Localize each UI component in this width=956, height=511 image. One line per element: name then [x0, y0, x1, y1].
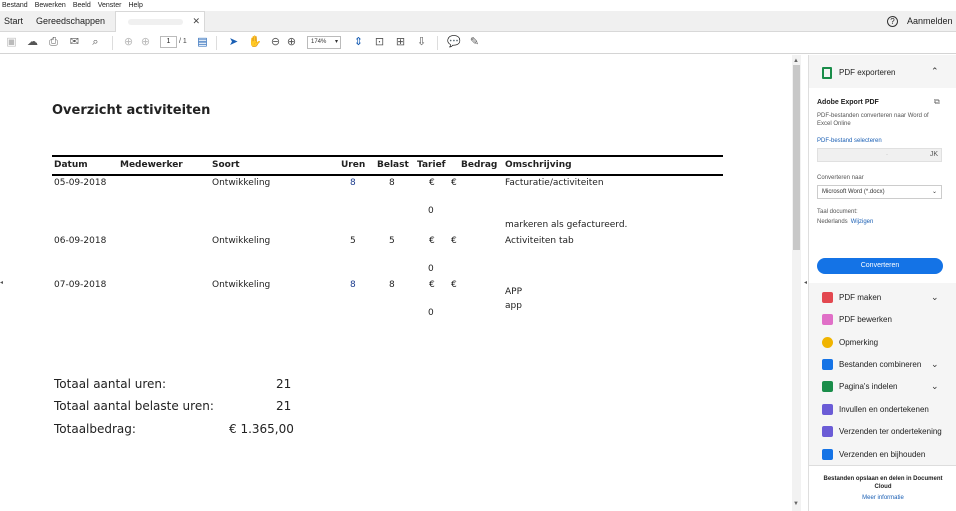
- full-screen-icon[interactable]: ⊞: [395, 36, 406, 48]
- fill-sign-icon: [822, 404, 833, 415]
- create-pdf-icon: [822, 292, 833, 303]
- edit-pdf-icon: [822, 314, 833, 325]
- table-row-description: Activiteiten tab: [505, 236, 574, 246]
- tool-edit-pdf[interactable]: [809, 309, 956, 331]
- page-count: / 1: [179, 38, 187, 45]
- table-row-hours: 5: [350, 236, 356, 246]
- table-header-rule: [52, 174, 723, 176]
- table-top-rule: [52, 155, 723, 157]
- fit-page-icon[interactable]: ⊡: [374, 36, 385, 48]
- select-pdf-file-link[interactable]: PDF-bestand selecteren: [817, 138, 882, 144]
- table-row-rate-value: 0: [428, 308, 434, 318]
- tool-comment[interactable]: [809, 332, 956, 354]
- send-and-track-icon: [822, 449, 833, 460]
- total-billed-hours-value: 21: [276, 399, 292, 413]
- page-title: Overzicht activiteiten: [52, 103, 211, 118]
- table-row-hours: 8: [350, 280, 356, 290]
- menu-beeld[interactable]: Beeld: [72, 2, 91, 9]
- scroll-down-icon[interactable]: ▼: [793, 501, 799, 507]
- tab-start[interactable]: Start: [4, 16, 24, 26]
- chevron-up-icon[interactable]: ⌃: [931, 66, 939, 76]
- scrollbar-thumb[interactable]: [793, 65, 800, 250]
- table-row-rate-value: 0: [428, 264, 434, 274]
- menu-bar: [0, 0, 956, 11]
- table-row-description: Facturatie/activiteiten: [505, 178, 604, 188]
- export-pdf-icon: [822, 67, 832, 79]
- select-cursor-icon[interactable]: ➤: [228, 36, 239, 48]
- print-icon[interactable]: ⎙: [49, 36, 58, 48]
- tab-document[interactable]: [115, 11, 205, 32]
- table-row-rate: €: [429, 178, 435, 188]
- comment-icon[interactable]: 💬: [447, 36, 461, 48]
- document-viewport[interactable]: [0, 55, 790, 511]
- col-header-belast: Belast: [377, 160, 409, 170]
- more-info-link[interactable]: Meer informatie: [862, 495, 904, 501]
- tool-label: Opmerking: [839, 338, 879, 347]
- document-tab-name-redacted: [128, 19, 183, 25]
- table-row-type: Ontwikkeling: [212, 178, 271, 188]
- zoom-level-select[interactable]: [307, 36, 341, 49]
- tab-bar: [0, 11, 956, 32]
- page-view-icon[interactable]: ▤: [197, 36, 208, 48]
- hand-tool-icon[interactable]: ✋: [248, 36, 262, 48]
- menu-bestand[interactable]: Bestand: [2, 2, 28, 9]
- scroll-up-icon[interactable]: ▲: [793, 58, 799, 64]
- table-row-date: 07-09-2018: [54, 280, 107, 290]
- total-amount-label: Totaalbedrag:: [54, 422, 136, 436]
- tool-label: PDF bewerken: [839, 315, 892, 324]
- document-language-label: Taal document:: [817, 209, 858, 215]
- toolbar: [0, 32, 956, 54]
- draw-pen-icon[interactable]: ✎: [469, 36, 480, 48]
- table-row-billed: 5: [389, 236, 395, 246]
- organize-pages-icon: [822, 381, 833, 392]
- page-number-input[interactable]: 1: [160, 36, 177, 48]
- copy-icon[interactable]: ⧉: [934, 97, 940, 106]
- col-header-medewerker: Medewerker: [120, 160, 183, 170]
- tool-label: Bestanden combineren: [839, 360, 922, 369]
- document-language-value: Nederlands: [817, 219, 848, 225]
- table-row-rate: €: [429, 280, 435, 290]
- tool-organize-pages[interactable]: [809, 376, 956, 398]
- tool-send-and-track[interactable]: [809, 444, 956, 466]
- table-row-date: 06-09-2018: [54, 236, 107, 246]
- export-pdf-header[interactable]: [809, 63, 956, 83]
- document-cloud-text: Bestanden opslaan en delen in Document Cloud: [823, 476, 943, 490]
- col-header-omschrijving: Omschrijving: [505, 160, 572, 170]
- export-pdf-label: PDF exporteren: [839, 68, 896, 77]
- previous-page-icon[interactable]: ⊕: [123, 36, 134, 48]
- collapse-right-panel-icon[interactable]: ◂: [804, 280, 808, 286]
- col-header-soort: Soort: [212, 160, 240, 170]
- table-row-rate: €: [429, 236, 435, 246]
- tool-label: PDF maken: [839, 293, 882, 302]
- table-row-billed: 8: [389, 178, 395, 188]
- table-row-amount: €: [451, 236, 457, 246]
- tool-label: Verzenden en bijhouden: [839, 450, 926, 459]
- file-name-suffix: JK: [929, 151, 938, 158]
- menu-bewerken[interactable]: Bewerken: [34, 2, 66, 9]
- send-for-signature-icon: [822, 426, 833, 437]
- total-hours-label: Totaal aantal uren:: [54, 377, 167, 391]
- toolbar-separator: [216, 36, 217, 50]
- menu-help[interactable]: Help: [128, 2, 143, 9]
- convert-to-label: Converteren naar: [817, 175, 864, 181]
- selected-file-field[interactable]: [817, 148, 942, 162]
- tool-label: Invullen en ondertekenen: [839, 405, 929, 414]
- col-header-tarief: Tarief: [417, 160, 446, 170]
- table-row-type: Ontwikkeling: [212, 236, 271, 246]
- document-cloud-promo: [809, 465, 956, 511]
- chevron-down-icon[interactable]: ⌄: [931, 359, 939, 369]
- chevron-down-icon: ⌄: [931, 189, 937, 195]
- combine-files-icon: [822, 359, 833, 370]
- comment-icon: [822, 337, 833, 348]
- help-icon[interactable]: ?: [887, 16, 898, 27]
- table-row-rate-value: 0: [428, 206, 434, 216]
- chevron-down-icon: ▾: [334, 39, 338, 45]
- chevron-down-icon[interactable]: ⌄: [931, 292, 939, 302]
- table-row-hours: 8: [350, 178, 356, 188]
- menu-venster[interactable]: Venster: [97, 2, 122, 9]
- zoom-in-icon[interactable]: ⊕: [286, 36, 297, 48]
- document-language: [817, 219, 873, 225]
- tab-tools[interactable]: Gereedschappen: [36, 16, 106, 26]
- convert-button[interactable]: Converteren: [817, 258, 943, 274]
- export-description: PDF-bestanden converteren naar Word of Excel Online: [817, 113, 929, 127]
- zoom-level-value: 174%: [311, 39, 327, 45]
- table-row-description-line2: app: [505, 301, 522, 311]
- toolbar-separator: [437, 36, 438, 50]
- total-hours-value: 21: [276, 377, 292, 391]
- tools-panel: [808, 55, 956, 511]
- tool-label: Pagina's indelen: [839, 382, 898, 391]
- upload-cloud-icon[interactable]: ☁: [27, 36, 38, 48]
- toolbar-separator: [112, 36, 113, 50]
- convert-format-value: Microsoft Word (*.docx): [822, 189, 885, 195]
- email-icon[interactable]: ✉: [69, 36, 80, 48]
- scroll-mode-icon[interactable]: ⇩: [416, 36, 427, 48]
- col-header-bedrag: Bedrag: [461, 160, 498, 170]
- total-amount-value: € 1.365,00: [229, 422, 294, 436]
- search-icon[interactable]: ⌕: [92, 36, 99, 48]
- close-tab-icon[interactable]: ✕: [192, 16, 200, 26]
- total-billed-hours-label: Totaal aantal belaste uren:: [54, 399, 214, 413]
- file-name-redacted: ·: [886, 152, 888, 158]
- collapse-left-panel-icon[interactable]: ◂: [0, 280, 4, 286]
- table-row-billed: 8: [389, 280, 395, 290]
- document-page: [4, 55, 790, 511]
- document-scrollbar[interactable]: [792, 55, 801, 511]
- chevron-down-icon[interactable]: ⌄: [931, 381, 939, 391]
- zoom-out-icon[interactable]: ⊖: [270, 36, 281, 48]
- export-pdf-box: [809, 88, 956, 283]
- table-row-description-line2: markeren als gefactureerd.: [505, 220, 628, 230]
- export-title: Adobe Export PDF: [817, 99, 879, 106]
- signin-button[interactable]: Aanmelden: [907, 16, 953, 26]
- tool-create-pdf[interactable]: [809, 287, 956, 309]
- table-row-date: 05-09-2018: [54, 178, 107, 188]
- convert-format-select[interactable]: [817, 185, 942, 199]
- table-row-type: Ontwikkeling: [212, 280, 271, 290]
- save-icon[interactable]: ▣: [6, 36, 17, 48]
- tool-send-for-signature[interactable]: [809, 421, 956, 443]
- fit-width-icon[interactable]: ⇕: [353, 36, 364, 48]
- tool-label: Verzenden ter ondertekening: [839, 427, 942, 436]
- next-page-icon[interactable]: ⊕: [140, 36, 151, 48]
- change-language-link[interactable]: Wijzigen: [850, 219, 874, 225]
- table-row-amount: €: [451, 178, 457, 188]
- table-row-description: APP: [505, 287, 523, 297]
- tool-combine-files[interactable]: [809, 354, 956, 376]
- col-header-uren: Uren: [341, 160, 366, 170]
- tool-fill-sign[interactable]: [809, 399, 956, 421]
- col-header-datum: Datum: [54, 160, 88, 170]
- table-row-amount: €: [451, 280, 457, 290]
